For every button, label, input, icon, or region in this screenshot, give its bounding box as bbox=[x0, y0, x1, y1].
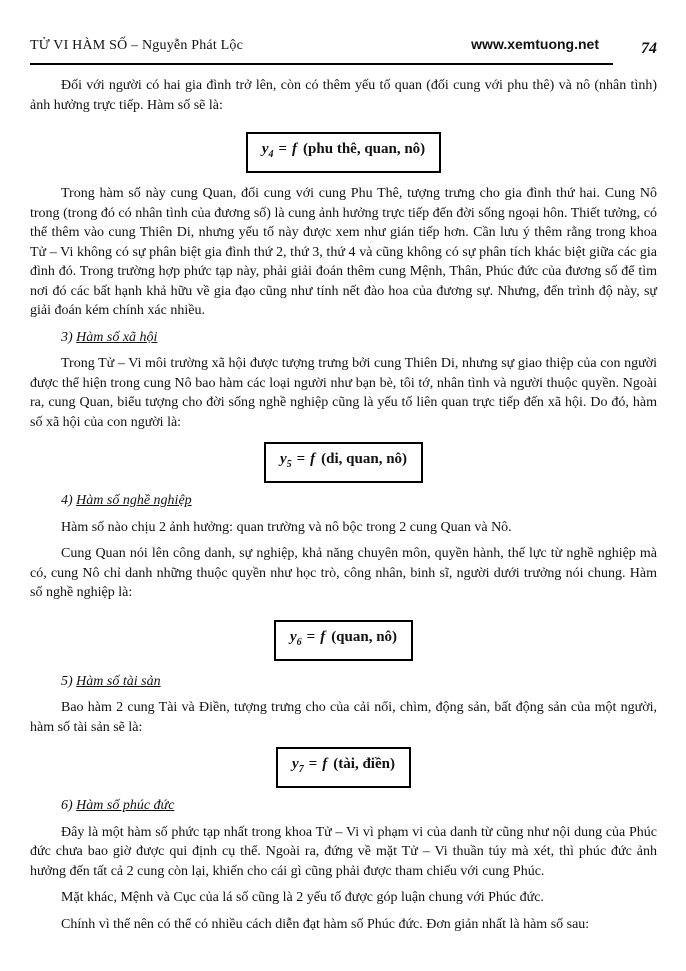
paragraph-intro: Đối với người có hai gia đình trở lên, còn có thêm yếu tố quan (đối cung với phu thê) và nô (nhân tình) ảnh hưởng trực tiếp. Hàm số sẽ là: bbox=[30, 78, 657, 113]
book-title: TỬ VI HÀM SỐ – Nguyễn Phát Lộc bbox=[30, 38, 243, 53]
formula-block-y5 bbox=[30, 442, 657, 483]
header-rule bbox=[30, 36, 613, 65]
formula-subscript: 7 bbox=[298, 764, 304, 775]
website-url: www.xemtuong.net bbox=[471, 36, 599, 52]
equals-sign: = bbox=[306, 628, 316, 645]
equals-sign: = bbox=[308, 756, 318, 772]
paragraph-phuc-duc-2: Mặt khác, Mệnh và Cục của lá số cũng là 2 yếu tố được góp luận chung với Phúc đức. bbox=[61, 890, 544, 905]
page-number: 74 bbox=[641, 40, 657, 57]
section-heading-6 bbox=[30, 796, 657, 816]
equals-sign: = bbox=[278, 141, 288, 157]
formula-subscript: 4 bbox=[268, 149, 274, 160]
section-heading-5 bbox=[30, 672, 657, 692]
paragraph-phuc-duc-1: Đây là một hàm số phức tạp nhất trong khoa Tử – Vi vì phạm vi của danh từ cũng như nội dung của Phúc đức chưa bao giờ được qui định cụ thể. Ngoài ra, đứng về mặt Tử – Vi thuần túy mà xét, thì phúc đức ảnh hưởng đến tất cả 2 cung còn lại, khiến cho cái gì cũng phải được tham chiếu với cung Phúc. bbox=[30, 824, 657, 879]
formula-subscript: 5 bbox=[286, 459, 292, 470]
paragraph-assets: Bao hàm 2 cung Tài và Điền, tượng trưng cho của cải nổi, chìm, động sản, bất động sản của một người, hàm số tài sản sẽ là: bbox=[30, 700, 657, 735]
page-header bbox=[30, 36, 657, 65]
heading-title: Hàm số xã hội bbox=[76, 329, 158, 345]
function-symbol: f bbox=[310, 451, 316, 467]
formula-variable: y bbox=[292, 756, 299, 772]
function-symbol: f bbox=[320, 628, 326, 645]
formula-arguments: (tài, điền) bbox=[333, 756, 395, 772]
heading-title: Hàm số nghề nghiệp bbox=[76, 493, 192, 508]
heading-number: 4) bbox=[61, 493, 77, 508]
function-symbol: f bbox=[322, 756, 328, 772]
formula-arguments: (phu thê, quan, nô) bbox=[303, 141, 426, 157]
section-heading-3 bbox=[30, 328, 657, 348]
paragraph-phuc-duc-3: Chính vì thế nên có thể có nhiều cách diễn đạt hàm số Phúc đức. Đơn giản nhất là hàm số sau: bbox=[61, 916, 590, 932]
formula-box-y4 bbox=[246, 132, 441, 173]
paragraph-career-intro: Hàm số nào chịu 2 ảnh hưởng: quan trường và nô bộc trong 2 cung Quan và Nô. bbox=[61, 519, 512, 535]
equals-sign: = bbox=[296, 451, 306, 467]
formula-variable: y bbox=[261, 141, 269, 157]
formula-block-y7 bbox=[30, 747, 657, 788]
formula-box-y6 bbox=[274, 620, 413, 661]
heading-title: Hàm số phúc đức bbox=[76, 798, 175, 813]
function-symbol: f bbox=[292, 141, 298, 157]
paragraph-career-detail: Cung Quan nói lên công danh, sự nghiệp, khả năng chuyên môn, quyền hành, thế lực từ nghề nghiệp mà có, cung Nô chỉ danh những thuộc quyền như học trò, công nhân, binh sĩ, người dưới trưởng nói chung. Hàm số nghề nghiệp là: bbox=[30, 546, 657, 600]
formula-box-y5 bbox=[264, 442, 423, 483]
paragraph-family-function: Trong hàm số này cung Quan, đối cung với cung Phu Thê, tượng trưng cho gia đình thứ hai. Cung Nô trong (trong đó có nhân tình của đương số) là cung ảnh hưởng trực tiếp đến đời sống ngoại hôn. Thiết tưởng, có thể thêm vào cung Thiên Di, nhưng yếu tố này được xem như gián tiếp hơn. Cần lưu ý thêm rằng trong khoa Tử – Vi không có sự phân biệt gia đình thứ 2, thứ 3, thứ 4 và cũng không có sự phân tích khác biệt giữa các gia đình đó. Trong trường hợp phức tạp này, phải giải đoán thêm cung Mệnh, Thân, Phúc đức của đương số để tìm nơi đó các bất hạnh khả hữu về gia đạo cũng như tính nết đào hoa của đương sự. Nhưng, đến trình độ này, sự giải đoán kém chính xác nhiều. bbox=[30, 186, 657, 318]
section-heading-4 bbox=[30, 491, 657, 511]
heading-title: Hàm số tài sản bbox=[76, 673, 161, 689]
heading-number: 5) bbox=[61, 673, 77, 689]
formula-box-y7 bbox=[276, 747, 411, 788]
heading-number: 3) bbox=[61, 329, 77, 345]
page-content bbox=[30, 76, 657, 934]
formula-block-y4 bbox=[30, 132, 657, 173]
paragraph-social: Trong Tử – Vi môi trường xã hội được tượng trưng bởi cung Thiên Di, nhưng sự giao thiệp của con người được thể hiện trong cung Nô bao hàm các loại người như bạn bè, tôi tớ, nhân tình và người thuộc quyền. Ngoài ra, cung Quan, biểu tượng cho đời sống nghề nghiệp cũng là yếu tố liên quan trực tiếp đến xã hội. Do đó, hàm số xã hội của con người là: bbox=[30, 356, 657, 430]
formula-arguments: (quan, nô) bbox=[331, 628, 398, 645]
heading-number: 6) bbox=[61, 798, 77, 813]
formula-variable: y bbox=[289, 628, 297, 645]
formula-variable: y bbox=[279, 451, 287, 467]
formula-subscript: 6 bbox=[296, 636, 302, 648]
formula-arguments: (di, quan, nô) bbox=[321, 451, 408, 467]
formula-block-y6 bbox=[30, 620, 657, 661]
